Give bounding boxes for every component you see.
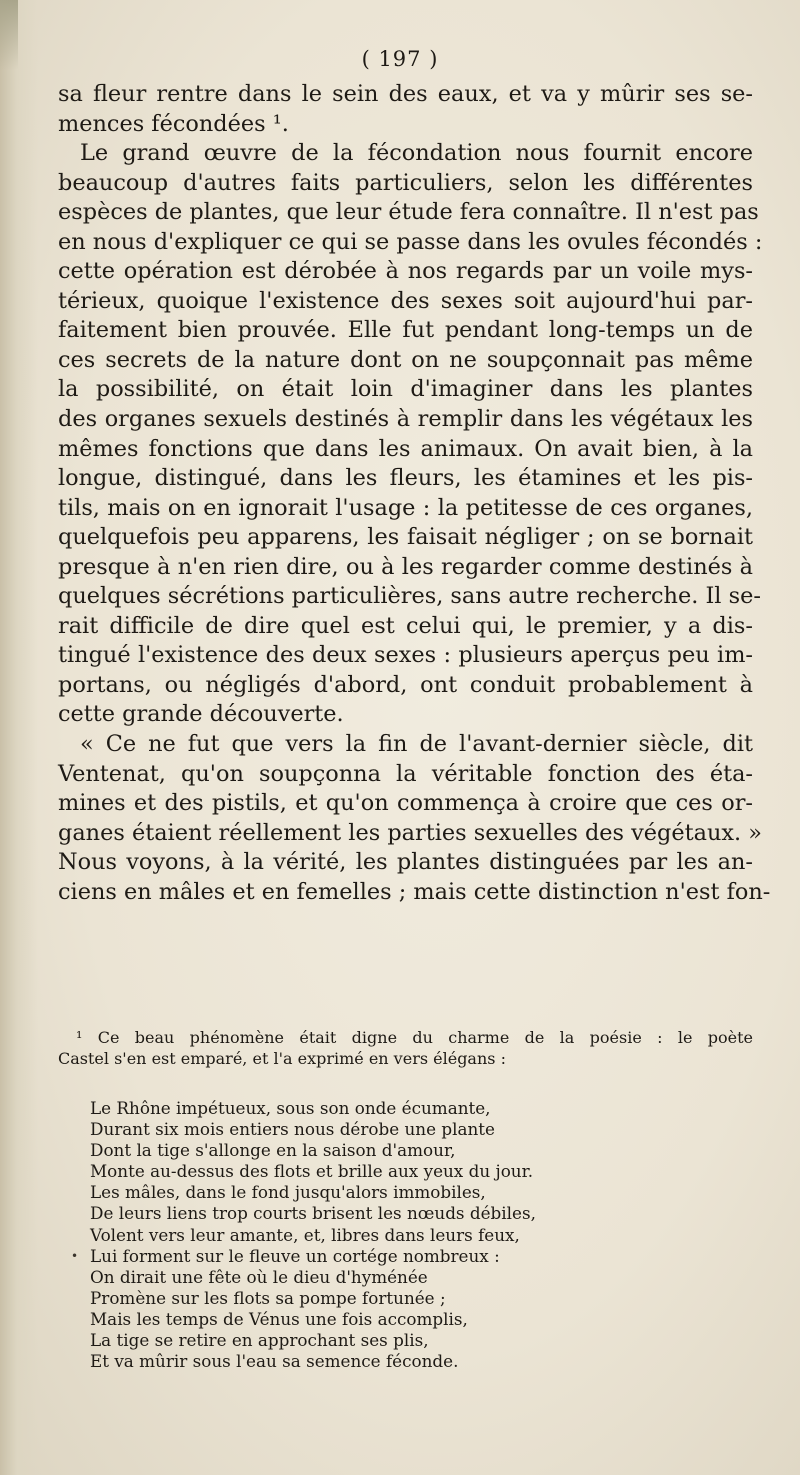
text-line: mines et des pistils, et qu'on commença à croire que ces or- — [58, 790, 753, 817]
text-line: Nous voyons, à la vérité, les plantes distinguées par les an- — [58, 849, 753, 876]
text-line: beaucoup d'autres faits particuliers, selon les différentes — [58, 169, 753, 196]
poem-line: Promène sur les flots sa pompe fortunée ; — [90, 1287, 446, 1308]
text-line: quelquefois peu apparens, les faisait négliger ; on se bornait — [58, 524, 753, 551]
footnote-line: Castel s'en est emparé, et l'a exprimé en vers élégans : — [58, 1049, 506, 1068]
text-line: tils, mais on en ignorait l'usage : la petitesse de ces organes, — [58, 494, 753, 521]
poem-line: La tige se retire en approchant ses plis, — [90, 1330, 429, 1351]
poem-line: On dirait une fête où le dieu d'hyménée — [90, 1266, 428, 1287]
text-line: mêmes fonctions que dans les animaux. On avait bien, à la — [58, 435, 753, 462]
text-line: ciens en mâles et en femelles ; mais cette distinction n'est fon- — [58, 878, 771, 905]
text-line: « Ce ne fut que vers la fin de l'avant-dernier siècle, dit — [80, 731, 753, 758]
text-line: Le grand œuvre de la fécondation nous fournit encore — [80, 140, 753, 167]
text-line: la possibilité, on était loin d'imaginer dans les plantes — [58, 376, 753, 403]
poem-line: De leurs liens trop courts brisent les nœuds débiles, — [90, 1203, 536, 1224]
text-line: rait difficile de dire quel est celui qui, le premier, y a dis- — [58, 612, 753, 639]
text-line: cette grande découverte. — [58, 701, 344, 728]
text-line: tingué l'existence des deux sexes : plusieurs aperçus peu im- — [58, 642, 753, 669]
poem-line: Le Rhône impétueux, sous son onde écumante, — [90, 1098, 491, 1118]
text-line: ces secrets de la nature dont on ne soupçonnait pas même — [58, 346, 753, 373]
text-line: Ventenat, qu'on soupçonna la véritable fonction des éta- — [58, 760, 753, 787]
text-line: mences fécondées ¹. — [58, 110, 289, 137]
text-line: térieux, quoique l'existence des sexes soit aujourd'hui par- — [58, 287, 753, 314]
footnote — [58, 1027, 753, 1069]
text-line: portans, ou négligés d'abord, ont conduit probablement à — [58, 671, 753, 698]
poem-line: Mais les temps de Vénus une fois accomplis, — [90, 1308, 468, 1329]
footnote-line: ¹ Ce beau phénomène était digne du charme de la poésie : le poète — [76, 1028, 753, 1047]
text-line: cette opération est dérobée à nos regards par un voile mys- — [58, 258, 753, 285]
text-line: longue, distingué, dans les fleurs, les étamines et les pis- — [58, 465, 753, 492]
poem-line: Les mâles, dans le fond jusqu'alors immobiles, — [90, 1182, 486, 1203]
text-line: sa fleur rentre dans le sein des eaux, et va y mûrir ses se- — [58, 81, 753, 107]
text-line: faitement bien prouvée. Elle fut pendant long-temps un de — [58, 317, 753, 344]
poem-line: Et va mûrir sous l'eau sa semence féconde. — [90, 1351, 459, 1372]
poem-line: Monte au-dessus des flots et brille aux yeux du jour. — [90, 1161, 534, 1182]
footnote-poem — [90, 1098, 750, 1372]
text-line: en nous d'expliquer ce qui se passe dans les ovules fécondés : — [58, 228, 763, 255]
ink-speck: • — [71, 1249, 79, 1263]
main-text — [58, 80, 771, 907]
text-line: ganes étaient réellement les parties sexuelles des végétaux. » — [58, 819, 762, 846]
binding-shadow — [0, 0, 38, 1475]
text-line: quelques sécrétions particulières, sans autre recherche. Il se- — [58, 583, 761, 610]
text-line: presque à n'en rien dire, ou à les regarder comme destinés à — [58, 553, 753, 580]
poem-line: Dont la tige s'allonge en la saison d'amour, — [90, 1140, 456, 1161]
text-line: espèces de plantes, que leur étude fera connaître. Il n'est pas — [58, 199, 759, 226]
text-line: des organes sexuels destinés à remplir dans les végétaux les — [58, 406, 753, 433]
page-number: ( 197 ) — [361, 47, 439, 71]
poem-line: Lui forment sur le fleuve un cortége nombreux : — [90, 1245, 500, 1266]
poem-line: Volent vers leur amante, et, libres dans leurs feux, — [90, 1224, 520, 1245]
poem-line: Durant six mois entiers nous dérobe une plante — [90, 1119, 495, 1140]
